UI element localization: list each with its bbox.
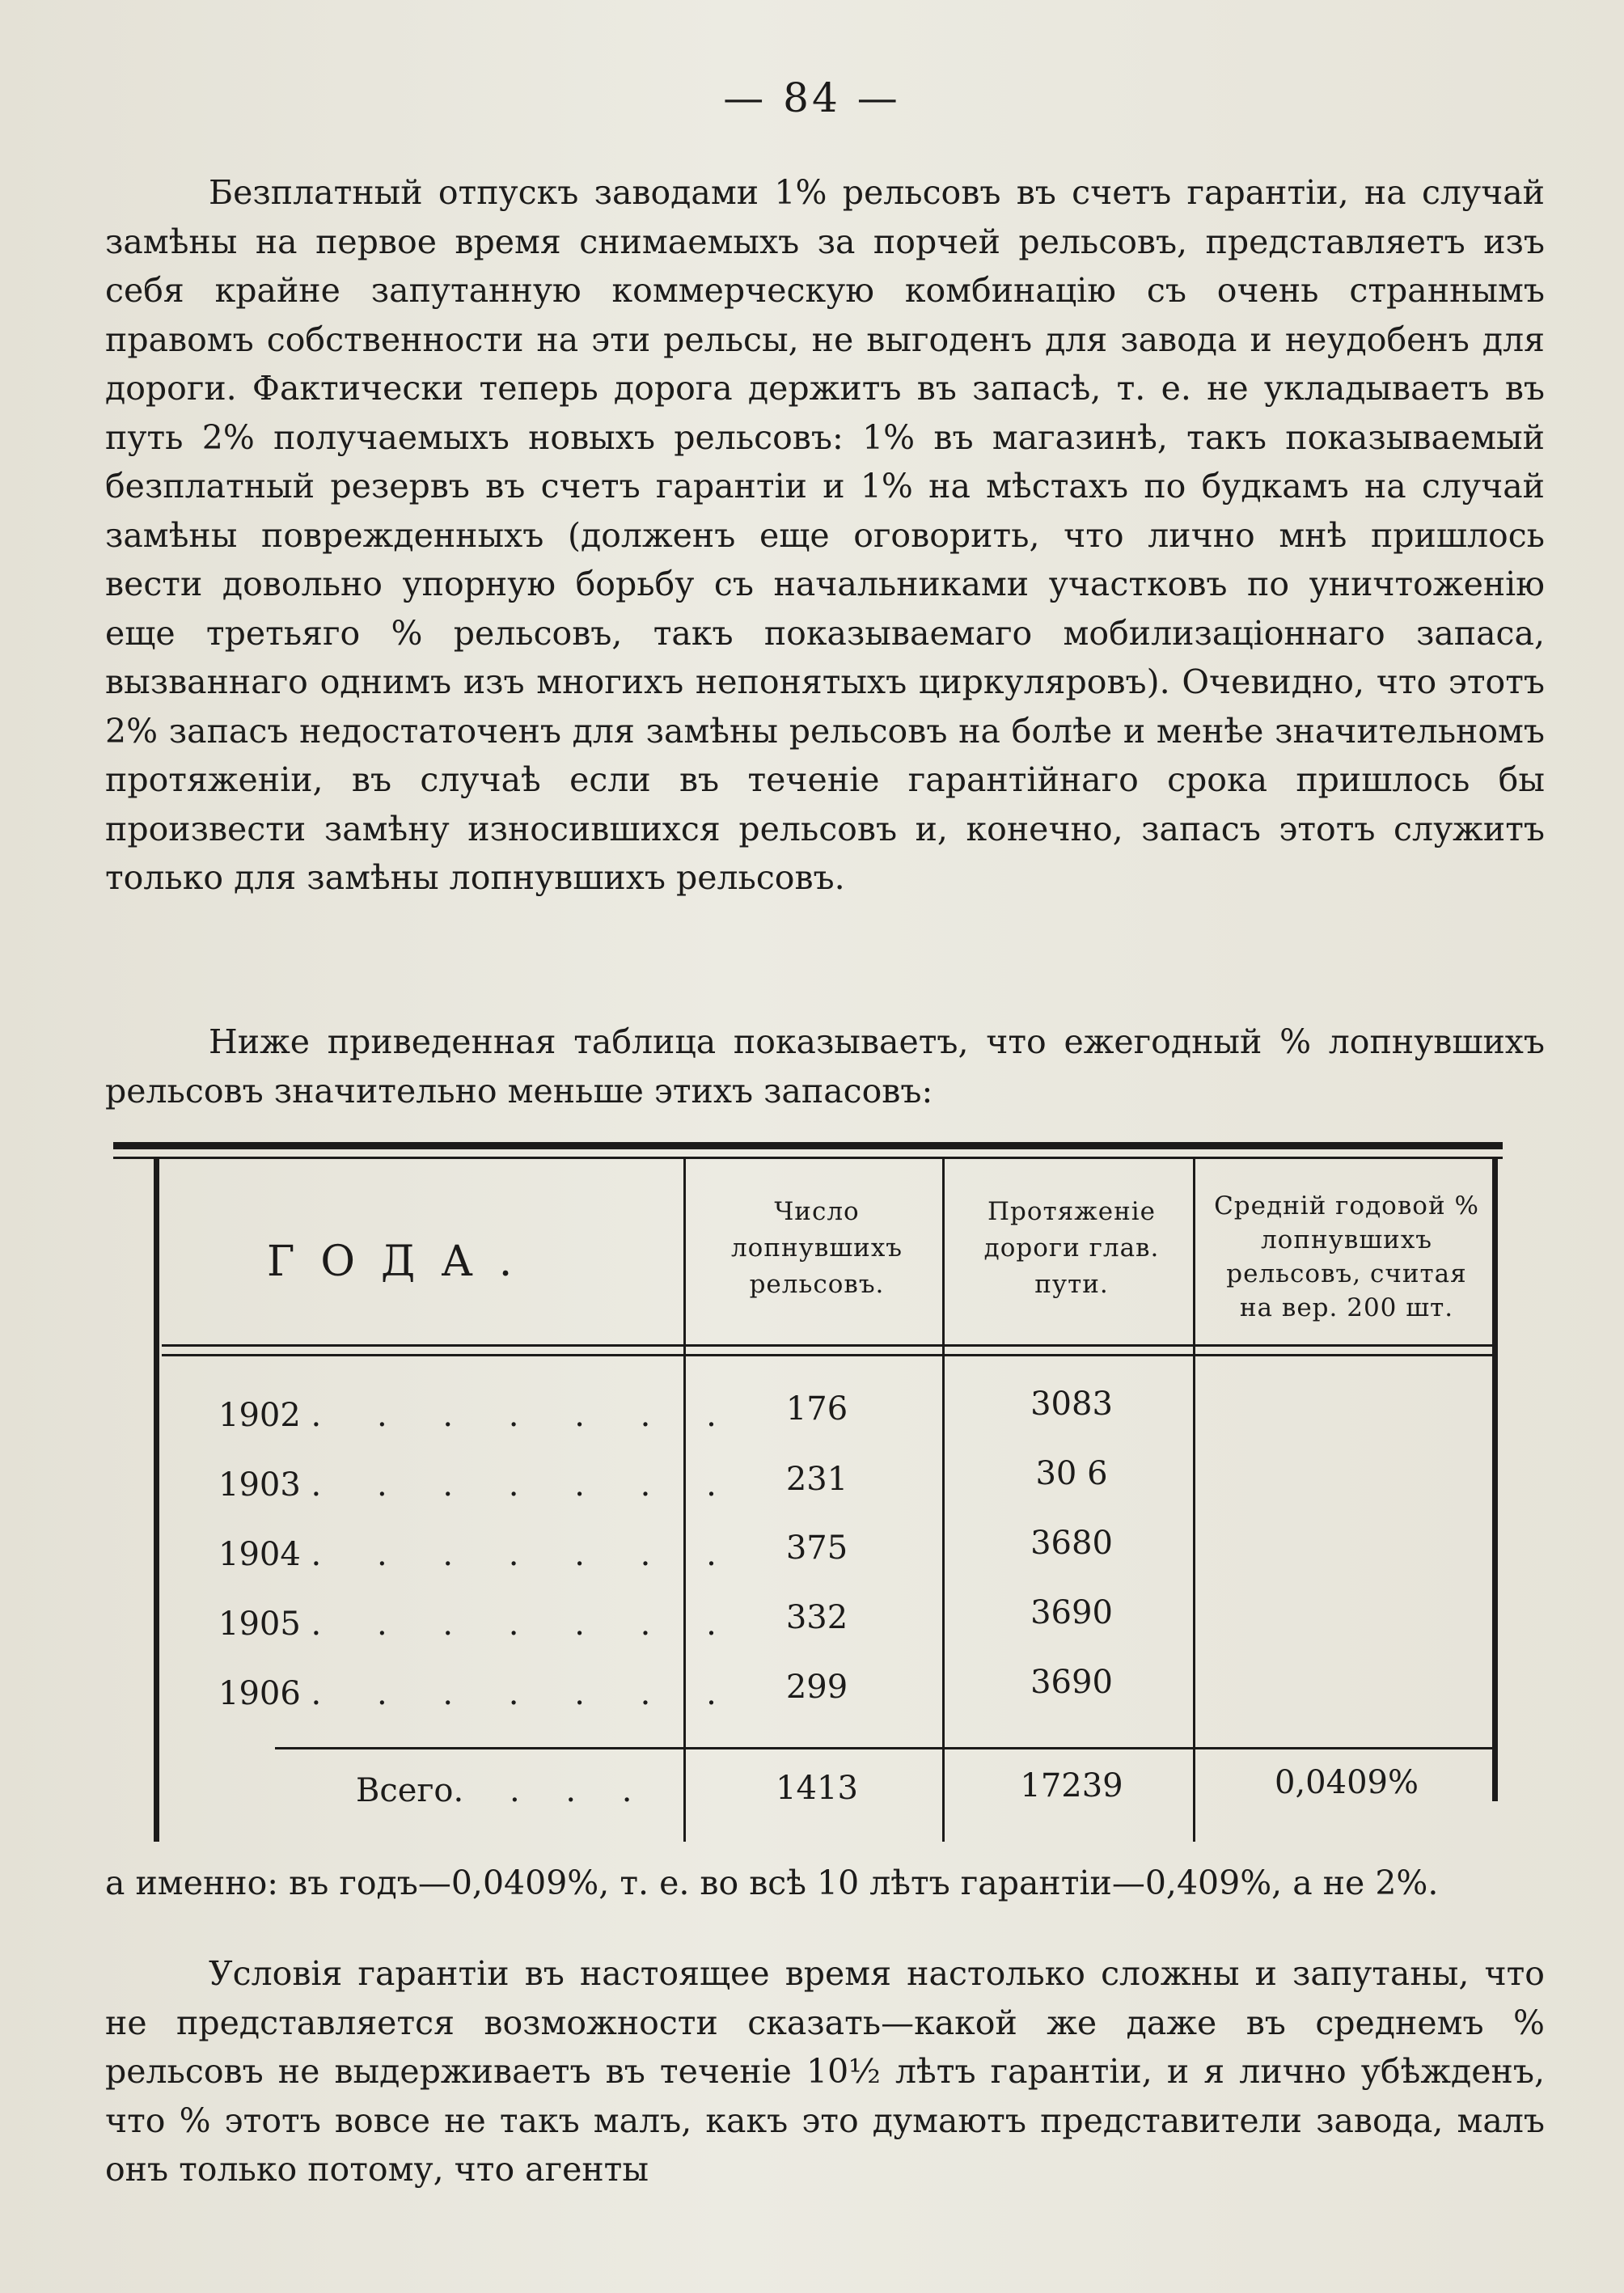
row-year [218,1396,768,1435]
leader-dots: . . . . [453,1772,650,1809]
total-label [356,1771,679,1810]
header-length: Протяженіе дороги глав. пути. [983,1197,1160,1299]
row-count: 176 [785,1390,848,1428]
table-right-border [1492,1158,1498,1801]
paragraph-conditions [105,1949,1545,2194]
row-year [218,1535,768,1574]
paragraph-guarantee [105,168,1545,903]
paragraph-text: а именно: въ годъ—0,0409%, т. е. во всѣ 10 лѣтъ гарантіи—0,409%, а не 2%. [105,1864,1439,1902]
row-count: 332 [785,1599,848,1636]
year-value: 1904 [218,1536,301,1573]
paragraph-text: Условія гарантіи въ настоящее время настолько сложны и запутаны, что не представляется возможности сказать—какой же даже въ среднемъ % рельсовъ не выдерживаетъ въ теченіе 10½ лѣтъ гарантіи, и я лично убѣжденъ, что % этотъ вовсе не такъ малъ, какъ это думаютъ представители завода, малъ онъ только потому, что агенты [105,1954,1545,2189]
paragraph-table-intro [105,1017,1545,1115]
row-length: 3083 [1030,1386,1113,1423]
table-column-divider [942,1158,945,1842]
row-length: 3680 [1030,1525,1113,1562]
table-top-rule-thin [113,1157,1503,1159]
year-value: 1906 [218,1675,301,1712]
total-length: 17239 [1020,1767,1123,1804]
year-value: 1903 [218,1466,301,1504]
total-label-text: Всего [356,1772,454,1809]
row-length: 3690 [1030,1594,1113,1631]
year-value: 1902 [218,1397,301,1434]
header-years: ГОДА. [267,1237,539,1286]
row-count: 299 [785,1669,848,1706]
row-year [218,1605,768,1644]
table-top-rule [113,1142,1503,1149]
leader-dots: . . . . . . . [311,1466,739,1504]
header-average: Средній годовой % лопнувшихъ рельсовъ, считая на вер. 200 шт. [1214,1191,1479,1322]
paragraph-text: Безплатный отпускъ заводами 1% рельсовъ въ счетъ гарантіи, на случай замѣны на первое время снимаемыхъ за порчей рельсовъ, представляетъ изъ себя крайне запутанную коммерческую комбинацію съ очень страннымъ правомъ собственности на эти рельсы, не выгоденъ для завода и неудобенъ для дороги. Фактически теперь дорога держитъ въ запасѣ, т. е. не укладываетъ въ путь 2% получаемыхъ новыхъ рельсовъ: 1% въ магазинѣ, такъ показываемый безплатный резервъ въ счетъ гарантіи и 1% на мѣстахъ по будкамъ на случай замѣны поврежденныхъ (долженъ еще оговорить, что лично мнѣ пришлось вести довольно упорную борьбу съ начальниками участковъ по уничтоженію еще третьяго % рельсовъ, такъ показываемаго мобилизаціоннаго запаса, вызваннаго однимъ изъ многихъ непонятыхъ циркуляровъ). Очевидно, что этотъ 2% запасъ недостаточенъ для замѣны рельсовъ на болѣе и менѣе значительномъ протяженіи, въ случаѣ если въ теченіе гарантійнаго срока пришлось бы произвести замѣну износившихся рельсовъ и, конечно, запасъ этотъ служитъ только для замѣны лопнувшихъ рельсовъ. [105,173,1545,897]
paragraph-text: Ниже приведенная таблица показываетъ, что ежегодный % лопнувшихъ рельсовъ значительно меньше этихъ запасовъ: [105,1022,1545,1111]
table-column-divider [1193,1158,1195,1842]
row-year [218,1466,768,1504]
header-rule [162,1344,1496,1347]
leader-dots: . . . . . . . [311,1397,739,1434]
row-length: 3690 [1030,1664,1113,1701]
year-value: 1905 [218,1606,301,1643]
leader-dots: . . . . . . . [311,1536,739,1573]
total-count: 1413 [776,1770,858,1807]
row-count: 375 [785,1529,848,1567]
table-left-border [154,1158,159,1842]
leader-dots: . . . . . . . [311,1606,739,1643]
page-number: — 84 — [723,74,901,121]
total-rule [275,1747,1495,1749]
leader-dots: . . . . . . . [311,1675,739,1712]
row-length: 30 6 [1035,1455,1108,1492]
paragraph-result [105,1859,1545,1908]
row-count: 231 [785,1461,848,1498]
rail-breakage-table [113,1142,1503,1844]
row-year [218,1674,768,1713]
header-rule-double [162,1354,1496,1356]
total-average: 0,0409% [1275,1764,1419,1801]
header-count: Число лопнувшихъ рельсовъ. [730,1197,903,1299]
